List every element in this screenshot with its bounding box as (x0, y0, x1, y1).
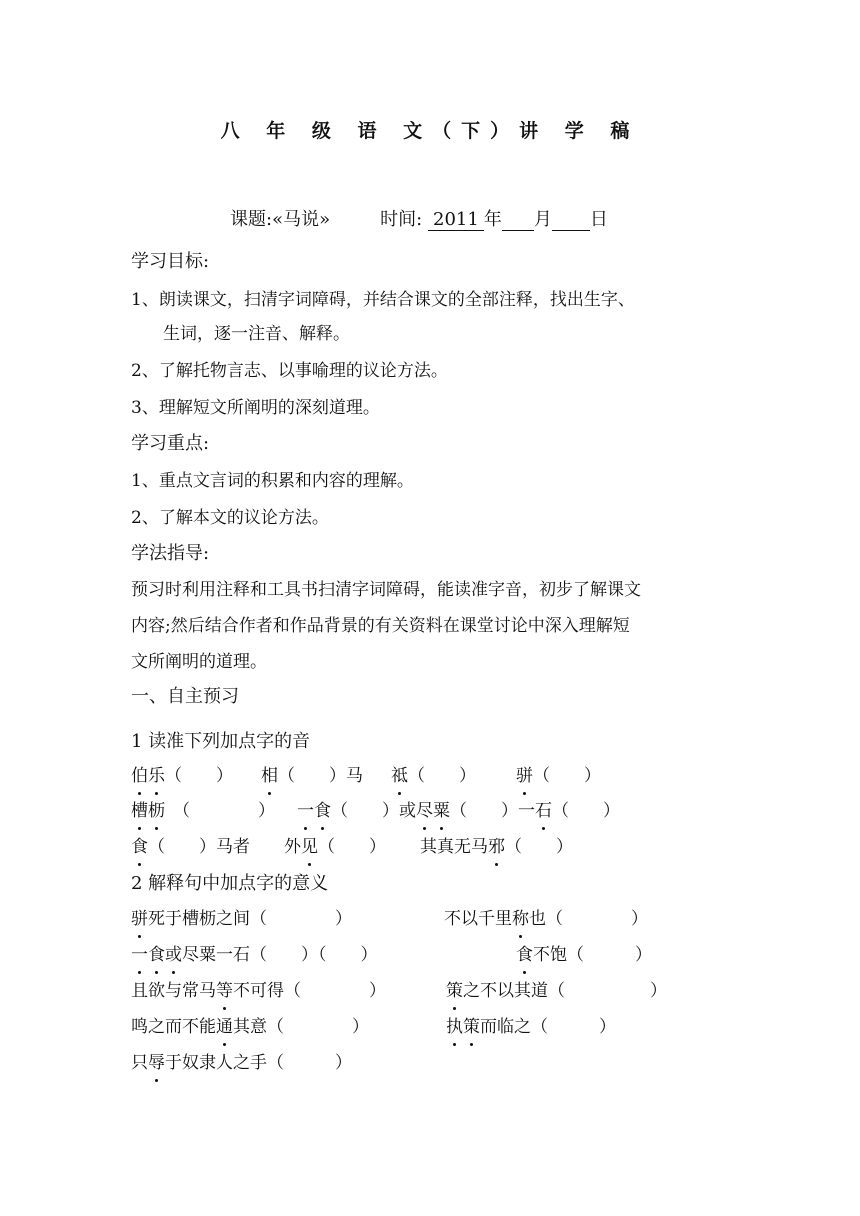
dotted-char: 等 (216, 981, 233, 1001)
method-heading: 学法指导: (131, 543, 210, 564)
q2-row-4-right (446, 1015, 616, 1039)
dotted-char: 执 (446, 1017, 463, 1037)
day-blank (552, 210, 590, 231)
preview-heading: 一、自主预习 (131, 686, 239, 707)
plain-text: 之不以其道（ ） (463, 981, 667, 1001)
document-title: 八 年 级 语 文（下）讲 学 稿 (220, 120, 640, 142)
dotted-char: 粟 (433, 801, 450, 821)
dotted-char: 一 (131, 945, 148, 965)
year-value: 2011 (428, 210, 484, 231)
answer-blank: （ ） (533, 766, 601, 786)
answer-blank: （ ） (408, 766, 476, 786)
plain-text: 也（ ） (529, 909, 648, 929)
lesson-meta (230, 205, 608, 231)
answer-blank: （ ） (318, 837, 386, 857)
plain-text: 且欲与常马 (131, 981, 216, 1001)
plain-text: 死于槽枥之间（ ） (148, 909, 352, 929)
q2-row-2 (131, 943, 378, 967)
plain-text: 不可得（ ） (233, 981, 386, 1001)
q2-row-3 (131, 979, 386, 1003)
method-line-3: 文所阐明的道理。 (131, 652, 267, 672)
objective-item-1: 1、朗读课文，扫清字词障碍，并结合课文的全部注释，找出生字、 (131, 290, 635, 310)
plain-text: 其意（ ） (233, 1017, 369, 1037)
answer-blank: （ ）马者 (148, 837, 250, 857)
q2-row-4 (131, 1015, 369, 1039)
time-label: 时间: (380, 209, 423, 230)
answer-blank: （ ） (165, 766, 233, 786)
plain-text: 不以千里 (444, 909, 512, 929)
plain-text: 鸣之而不能 (131, 1017, 216, 1037)
dotted-char: 策 (463, 1017, 480, 1037)
q1-row-3 (131, 835, 573, 859)
lesson-label: 课题:«马说» (230, 209, 331, 230)
dotted-char: 见 (301, 837, 318, 857)
dotted-char: 食 (516, 945, 533, 965)
dotted-char: 邪 (488, 837, 505, 857)
month-unit: 月 (533, 209, 552, 230)
method-line-2: 内容;然后结合作者和作品背景的有关资料在课堂讨论中深入理解短 (131, 616, 630, 636)
dotted-char: 食 (314, 801, 331, 821)
dotted-char: 尽 (416, 801, 433, 821)
answer-blank: （ ） (173, 801, 275, 821)
focus-heading: 学习重点: (131, 433, 210, 454)
answer-blank: （ ） (552, 801, 620, 821)
dotted-char: 策 (446, 981, 463, 1001)
dotted-char: 只 (131, 1053, 148, 1073)
dotted-char: 食 (131, 837, 148, 857)
dotted-char: 或 (165, 945, 182, 965)
dotted-char: 相 (261, 766, 278, 786)
dotted-char: 伯 (131, 766, 148, 786)
dotted-char: 骈 (516, 766, 533, 786)
dotted-char: 通 (216, 1017, 233, 1037)
dotted-char: 石 (535, 801, 552, 821)
plain-text: 外 (284, 837, 301, 857)
plain-text: 于奴隶人之手（ ） (165, 1053, 352, 1073)
q2-row-5 (131, 1051, 352, 1075)
focus-item-2: 2、了解本文的议论方法。 (131, 508, 329, 528)
dotted-char: 一 (297, 801, 314, 821)
q2-row-2-right (516, 943, 652, 967)
dotted-char: 辱 (148, 1053, 165, 1073)
q1-row-2 (131, 799, 620, 823)
focus-item-1: 1、重点文言词的积累和内容的理解。 (131, 471, 414, 491)
objectives-heading: 学习目标: (131, 251, 210, 272)
plain-text: 尽粟一石（ ）（ ） (182, 945, 378, 965)
dotted-char: 乐 (148, 766, 165, 786)
day-unit: 日 (589, 209, 608, 230)
method-line-1: 预习时利用注释和工具书扫清字词障碍，能读准字音，初步了解课文 (131, 580, 641, 600)
year-unit: 年 (483, 209, 502, 230)
plain-text: 不饱（ ） (533, 945, 652, 965)
answer-blank: （ ）一 (450, 801, 535, 821)
plain-text: 其真无马 (420, 837, 488, 857)
q1-heading: 1 读准下列加点字的音 (131, 731, 311, 752)
month-blank (502, 210, 534, 231)
dotted-char: 祗 (391, 766, 408, 786)
answer-blank: （ ） (505, 837, 573, 857)
q2-row-1-right (444, 907, 648, 931)
dotted-char: 槽 (131, 801, 148, 821)
q2-row-3-right (446, 979, 667, 1003)
answer-blank: （ ）或 (331, 801, 416, 821)
dotted-char: 称 (512, 909, 529, 929)
objective-item-3: 3、理解短文所阐明的深刻道理。 (131, 398, 380, 418)
objective-item-2: 2、了解托物言志、以事喻理的议论方法。 (131, 361, 448, 381)
dotted-char: 骈 (131, 909, 148, 929)
dotted-char: 食 (148, 945, 165, 965)
answer-blank: （ ）马 (278, 766, 363, 786)
q1-row-1 (131, 764, 601, 788)
plain-text: 而临之（ ） (480, 1017, 616, 1037)
q2-row-1 (131, 907, 352, 931)
dotted-char: 枥 (148, 801, 165, 821)
objective-item-1-cont: 生词，逐一注音、解释。 (163, 324, 350, 344)
q2-heading: 2 解释句中加点字的意义 (131, 873, 329, 894)
